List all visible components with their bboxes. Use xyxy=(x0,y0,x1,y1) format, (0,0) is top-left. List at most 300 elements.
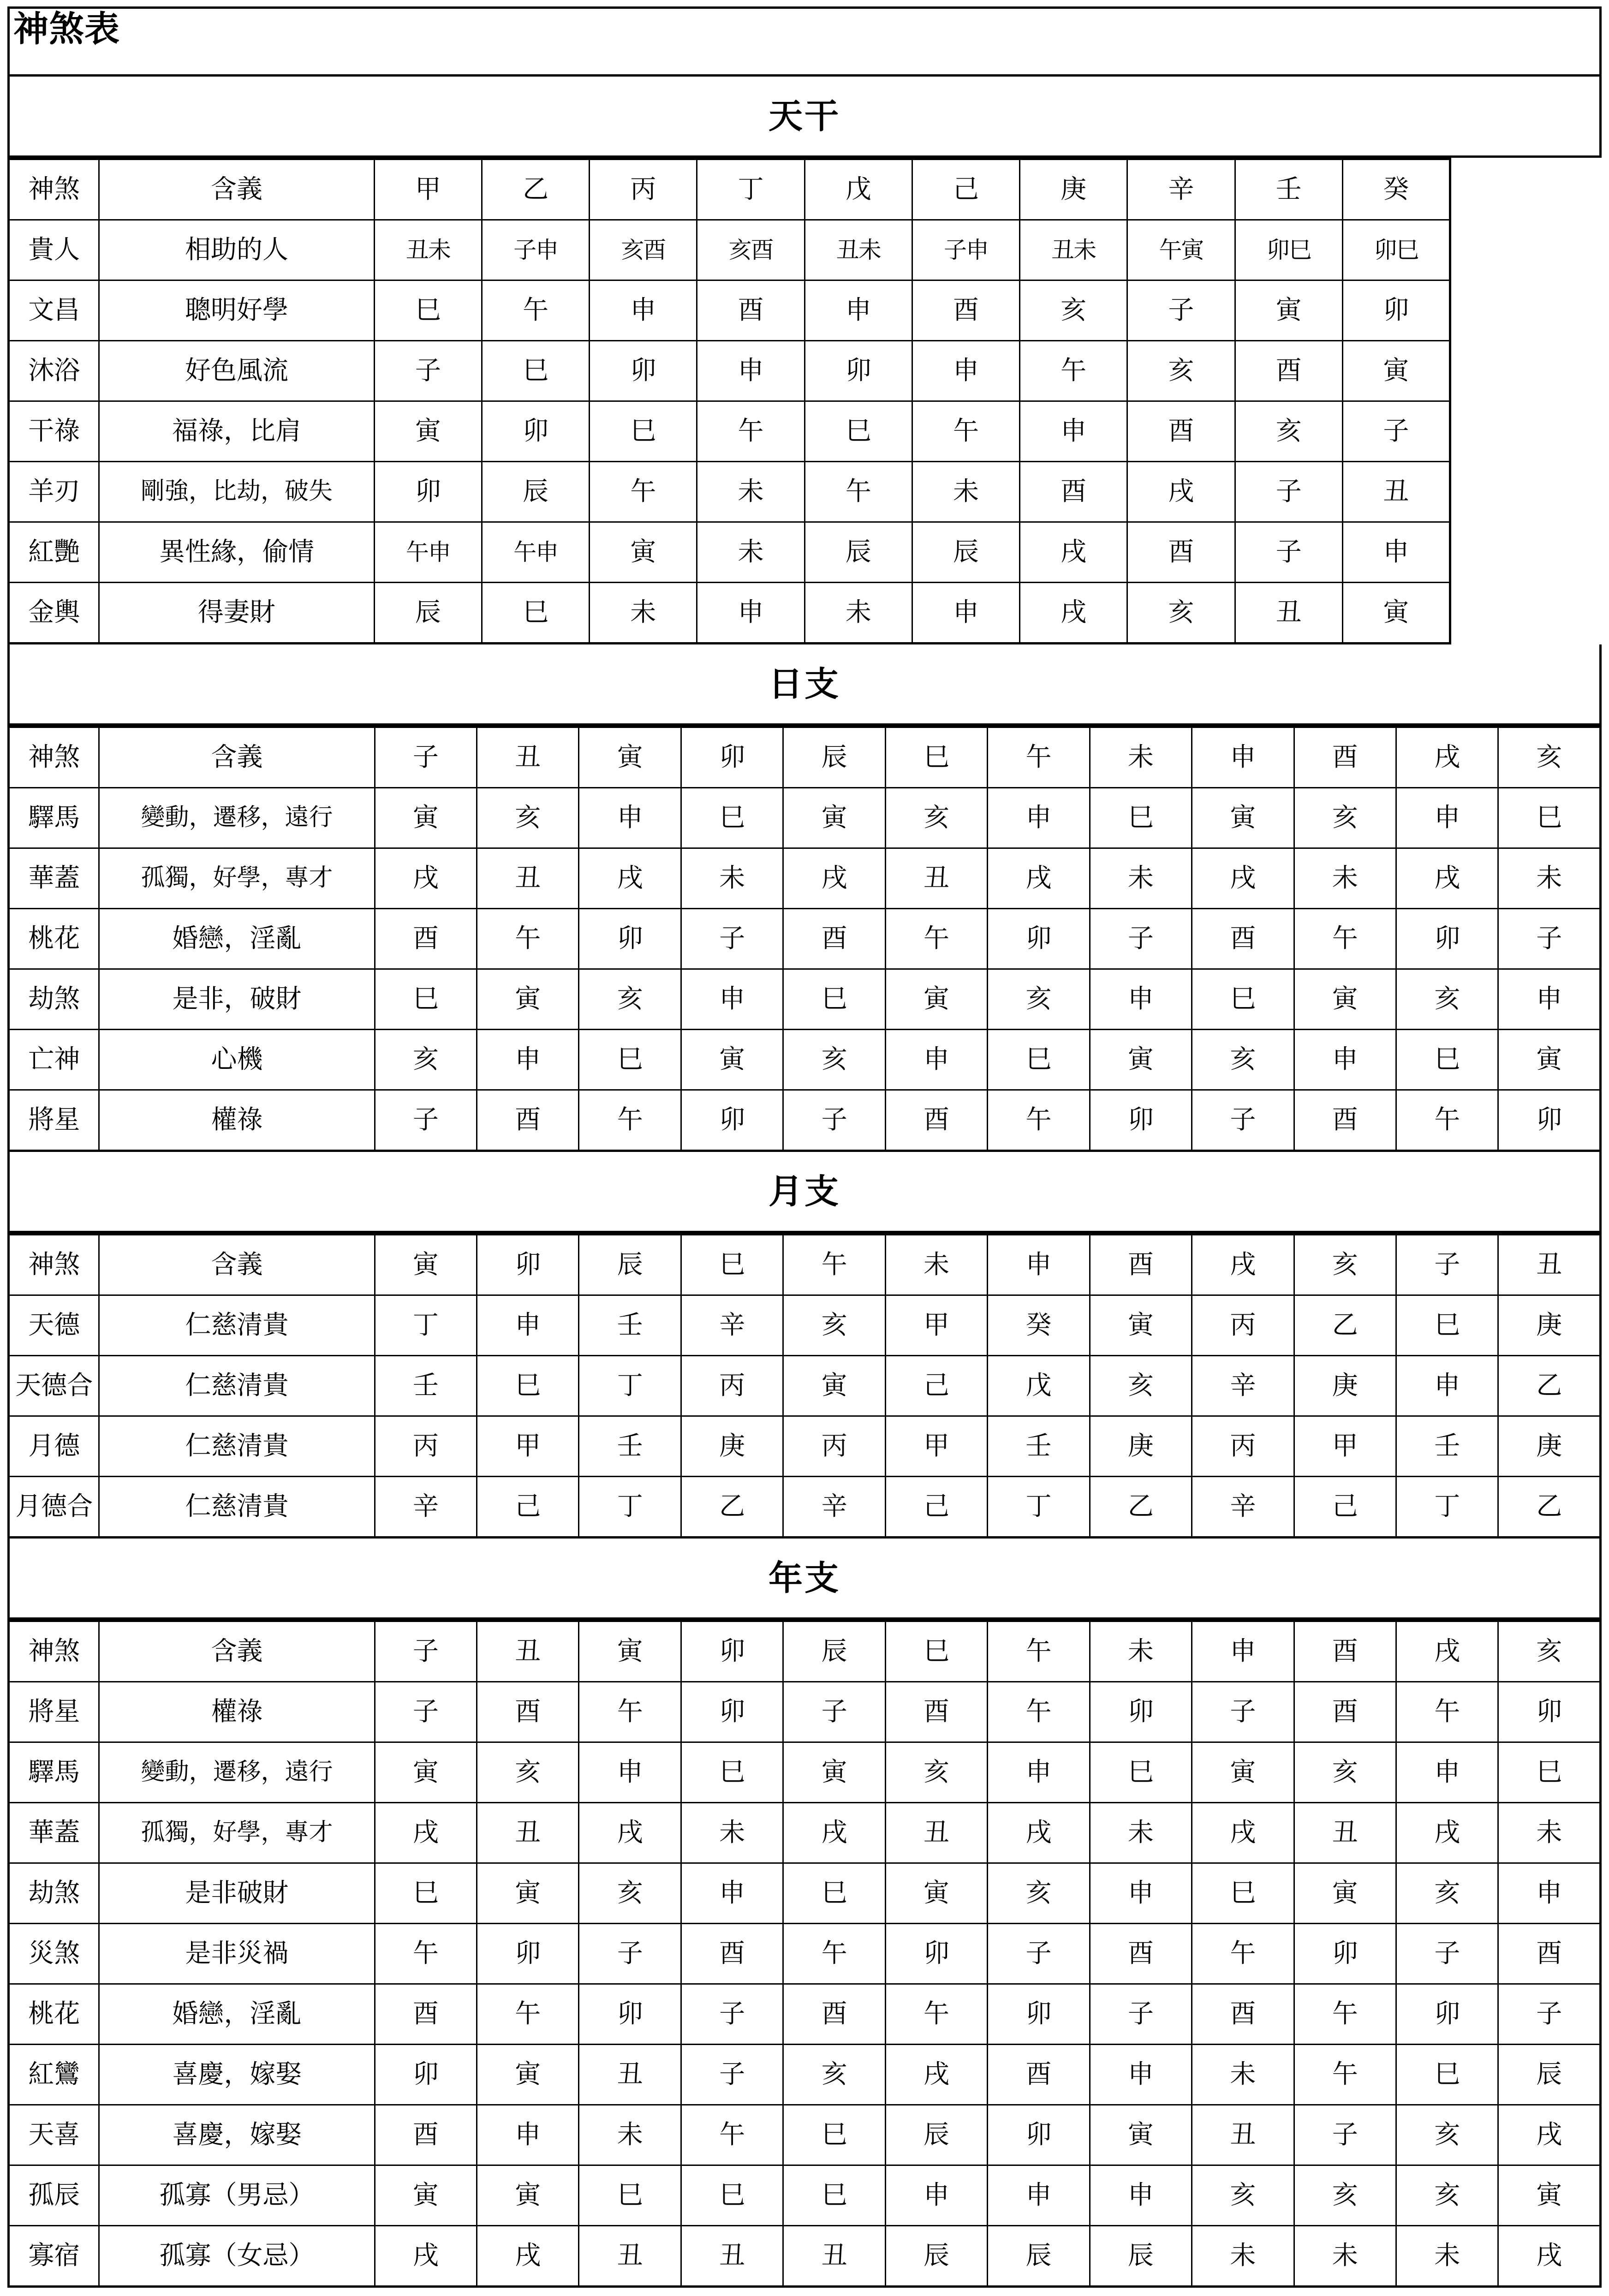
data-cell: 卯 xyxy=(885,1924,987,1984)
data-cell: 子 xyxy=(1090,1984,1192,2045)
data-cell: 丙 xyxy=(1192,1416,1294,1477)
data-cell: 酉 xyxy=(783,909,885,969)
data-cell: 酉 xyxy=(1192,909,1294,969)
data-cell: 子 xyxy=(1090,909,1192,969)
data-cell: 未 xyxy=(579,2105,681,2165)
grid-nianzhi xyxy=(7,1620,1602,2288)
data-cell: 戌 xyxy=(1127,462,1235,522)
data-cell: 亥 xyxy=(1294,1742,1396,1803)
column-header-value: 子 xyxy=(1396,1234,1498,1295)
data-cell: 寅 xyxy=(1090,2105,1192,2165)
data-cell: 巳 xyxy=(783,2165,885,2226)
column-header-value: 子 xyxy=(375,727,477,788)
data-cell: 午寅 xyxy=(1127,220,1235,280)
data-cell: 午 xyxy=(988,1682,1090,1742)
data-cell: 寅 xyxy=(1342,341,1450,401)
data-cell: 甲 xyxy=(885,1295,987,1356)
row-meaning: 是非，破財 xyxy=(99,969,375,1030)
table-header-row xyxy=(9,1621,1601,1682)
data-cell: 寅 xyxy=(1342,583,1450,644)
data-cell: 巳 xyxy=(988,1030,1090,1090)
data-cell: 巳 xyxy=(482,341,589,401)
column-header-value: 未 xyxy=(1090,1621,1192,1682)
row-label-shensha: 干祿 xyxy=(9,401,99,462)
table-row xyxy=(9,1682,1601,1742)
data-cell: 申 xyxy=(1396,1356,1498,1416)
column-header-value: 庚 xyxy=(1020,159,1127,220)
data-cell: 亥 xyxy=(1396,969,1498,1030)
data-cell: 酉 xyxy=(1294,1682,1396,1742)
row-label-shensha: 驛馬 xyxy=(9,1742,99,1803)
data-cell: 酉 xyxy=(783,1984,885,2045)
data-cell: 己 xyxy=(477,1477,579,1538)
grid-tiangan xyxy=(7,158,1451,644)
table-row xyxy=(9,220,1450,280)
data-cell: 申 xyxy=(681,1863,783,1924)
data-cell: 午 xyxy=(681,2105,783,2165)
data-cell: 子 xyxy=(1294,2105,1396,2165)
data-cell: 辰 xyxy=(885,2226,987,2287)
data-cell: 申 xyxy=(579,1742,681,1803)
data-cell: 未 xyxy=(681,848,783,909)
data-cell: 己 xyxy=(885,1356,987,1416)
data-cell: 寅 xyxy=(885,969,987,1030)
data-cell: 午 xyxy=(697,401,804,462)
data-cell: 申 xyxy=(1396,1742,1498,1803)
data-cell: 申 xyxy=(1090,2165,1192,2226)
data-cell: 戌 xyxy=(477,2226,579,2287)
data-cell: 亥 xyxy=(1192,2165,1294,2226)
data-cell: 午 xyxy=(1192,1924,1294,1984)
data-cell: 巳 xyxy=(783,1863,885,1924)
section-nianzhi xyxy=(7,1539,1602,2288)
data-cell: 酉 xyxy=(1020,462,1127,522)
data-cell: 午 xyxy=(1396,1682,1498,1742)
data-cell: 亥 xyxy=(579,1863,681,1924)
data-cell: 亥 xyxy=(1020,280,1127,341)
data-cell: 巳 xyxy=(375,969,477,1030)
data-cell: 子 xyxy=(681,2045,783,2105)
data-cell: 辛 xyxy=(681,1295,783,1356)
data-cell: 子 xyxy=(579,1924,681,1984)
column-header-value: 申 xyxy=(1192,1621,1294,1682)
table-row xyxy=(9,1803,1601,1863)
data-cell: 午 xyxy=(1294,2045,1396,2105)
data-cell: 庚 xyxy=(1090,1416,1192,1477)
data-cell: 卯 xyxy=(804,341,912,401)
data-cell: 庚 xyxy=(1294,1356,1396,1416)
table-row xyxy=(9,788,1601,848)
data-cell: 申 xyxy=(697,583,804,644)
section-title-tiangan: 天干 xyxy=(769,96,840,136)
data-cell: 巳 xyxy=(374,280,482,341)
data-cell: 卯 xyxy=(1342,280,1450,341)
data-cell: 午申 xyxy=(374,522,482,583)
data-cell: 子 xyxy=(1127,280,1235,341)
page-title: 神煞表 xyxy=(13,8,120,49)
data-cell: 丑 xyxy=(1192,2105,1294,2165)
row-meaning: 相助的人 xyxy=(99,220,375,280)
data-cell: 酉 xyxy=(1498,1924,1601,1984)
data-cell: 子 xyxy=(1396,1924,1498,1984)
table-row xyxy=(9,522,1450,583)
data-cell: 壬 xyxy=(579,1416,681,1477)
row-label-shensha: 劫煞 xyxy=(9,1863,99,1924)
data-cell: 丑未 xyxy=(374,220,482,280)
data-cell: 丑 xyxy=(579,2045,681,2105)
data-cell: 丙 xyxy=(783,1416,885,1477)
section-banner-rizhi xyxy=(7,644,1602,726)
table-row xyxy=(9,1356,1601,1416)
column-header-value: 午 xyxy=(988,727,1090,788)
table-header-row xyxy=(9,159,1450,220)
column-header-value: 己 xyxy=(912,159,1019,220)
section-banner-tiangan xyxy=(7,77,1602,158)
data-cell: 午 xyxy=(477,1984,579,2045)
column-header-value: 巳 xyxy=(681,1234,783,1295)
data-cell: 未 xyxy=(1498,1803,1601,1863)
row-label-shensha: 天德合 xyxy=(9,1356,99,1416)
data-cell: 亥酉 xyxy=(590,220,697,280)
data-cell: 酉 xyxy=(697,280,804,341)
data-cell: 卯 xyxy=(988,909,1090,969)
row-meaning: 仁慈清貴 xyxy=(99,1356,375,1416)
row-meaning: 是非災禍 xyxy=(99,1924,375,1984)
data-cell: 巳 xyxy=(1396,2045,1498,2105)
data-cell: 亥 xyxy=(1294,2165,1396,2226)
data-cell: 卯巳 xyxy=(1342,220,1450,280)
data-cell: 子 xyxy=(375,1090,477,1151)
table-row xyxy=(9,1090,1601,1151)
data-cell: 寅 xyxy=(1090,1030,1192,1090)
data-cell: 午 xyxy=(1294,1984,1396,2045)
data-cell: 巳 xyxy=(681,788,783,848)
data-cell: 丑 xyxy=(1294,1803,1396,1863)
column-header-meaning: 含義 xyxy=(99,1234,375,1295)
data-cell: 卯 xyxy=(988,2105,1090,2165)
row-label-shensha: 天德 xyxy=(9,1295,99,1356)
data-cell: 子 xyxy=(681,1984,783,2045)
data-cell: 寅 xyxy=(375,2165,477,2226)
data-cell: 戌 xyxy=(1020,522,1127,583)
data-cell: 午 xyxy=(482,280,589,341)
column-header-value: 亥 xyxy=(1498,1621,1601,1682)
column-header-value: 丑 xyxy=(1498,1234,1601,1295)
column-header-value: 卯 xyxy=(477,1234,579,1295)
data-cell: 丑 xyxy=(885,1803,987,1863)
sections-container xyxy=(0,77,1609,2288)
data-cell: 卯 xyxy=(1090,1090,1192,1151)
data-cell: 亥 xyxy=(375,1030,477,1090)
data-cell: 巳 xyxy=(477,1356,579,1416)
data-cell: 丁 xyxy=(375,1295,477,1356)
column-header-value: 丑 xyxy=(477,727,579,788)
data-cell: 子 xyxy=(1498,909,1601,969)
data-cell: 午 xyxy=(988,1090,1090,1151)
data-cell: 酉 xyxy=(681,1924,783,1984)
column-header-value: 丑 xyxy=(477,1621,579,1682)
data-cell: 寅 xyxy=(1192,788,1294,848)
data-cell: 巳 xyxy=(783,969,885,1030)
data-cell: 子 xyxy=(1192,1090,1294,1151)
data-cell: 申 xyxy=(1090,2045,1192,2105)
data-cell: 戌 xyxy=(375,848,477,909)
row-label-shensha: 災煞 xyxy=(9,1924,99,1984)
data-cell: 酉 xyxy=(375,909,477,969)
column-header-value: 乙 xyxy=(482,159,589,220)
data-cell: 癸 xyxy=(988,1295,1090,1356)
data-cell: 寅 xyxy=(590,522,697,583)
data-cell: 未 xyxy=(1192,2226,1294,2287)
data-cell: 寅 xyxy=(1090,1295,1192,1356)
data-cell: 寅 xyxy=(783,1356,885,1416)
table-row xyxy=(9,909,1601,969)
data-cell: 酉 xyxy=(477,1682,579,1742)
data-cell: 甲 xyxy=(885,1416,987,1477)
data-cell: 未 xyxy=(1396,2226,1498,2287)
data-cell: 申 xyxy=(988,2165,1090,2226)
column-header-value: 戌 xyxy=(1396,1621,1498,1682)
table-row xyxy=(9,1984,1601,2045)
data-cell: 子 xyxy=(1342,401,1450,462)
column-header-value: 酉 xyxy=(1090,1234,1192,1295)
data-cell: 巳 xyxy=(804,401,912,462)
data-cell: 亥 xyxy=(988,969,1090,1030)
data-cell: 亥 xyxy=(477,1742,579,1803)
data-cell: 寅 xyxy=(477,1863,579,1924)
data-cell: 酉 xyxy=(375,2105,477,2165)
data-cell: 亥 xyxy=(885,1742,987,1803)
data-cell: 子 xyxy=(374,341,482,401)
row-meaning: 心機 xyxy=(99,1030,375,1090)
data-cell: 酉 xyxy=(477,1090,579,1151)
data-cell: 巳 xyxy=(1396,1295,1498,1356)
column-header-value: 卯 xyxy=(681,727,783,788)
data-cell: 子 xyxy=(1192,1682,1294,1742)
data-cell: 卯 xyxy=(1498,1682,1601,1742)
data-cell: 寅 xyxy=(681,1030,783,1090)
row-label-shensha: 文昌 xyxy=(9,280,99,341)
column-header-value: 巳 xyxy=(885,1621,987,1682)
data-cell: 丑 xyxy=(1342,462,1450,522)
data-cell: 未 xyxy=(1498,848,1601,909)
data-cell: 辰 xyxy=(804,522,912,583)
data-cell: 巳 xyxy=(579,2165,681,2226)
data-cell: 辛 xyxy=(375,1477,477,1538)
data-cell: 卯 xyxy=(579,909,681,969)
row-meaning: 變動，遷移，遠行 xyxy=(99,1742,375,1803)
data-cell: 酉 xyxy=(885,1682,987,1742)
data-cell: 戌 xyxy=(988,1803,1090,1863)
table-row xyxy=(9,1863,1601,1924)
data-cell: 午 xyxy=(1020,341,1127,401)
column-header-value: 午 xyxy=(988,1621,1090,1682)
data-cell: 未 xyxy=(912,462,1019,522)
row-meaning: 異性緣，偷情 xyxy=(99,522,375,583)
data-cell: 寅 xyxy=(375,788,477,848)
table-row xyxy=(9,1030,1601,1090)
data-cell: 酉 xyxy=(912,280,1019,341)
row-meaning: 喜慶，嫁娶 xyxy=(99,2045,375,2105)
data-cell: 未 xyxy=(1294,848,1396,909)
data-cell: 午申 xyxy=(482,522,589,583)
data-cell: 辰 xyxy=(1090,2226,1192,2287)
data-cell: 己 xyxy=(885,1477,987,1538)
data-cell: 酉 xyxy=(885,1090,987,1151)
row-meaning: 權祿 xyxy=(99,1090,375,1151)
column-header-value: 丁 xyxy=(697,159,804,220)
row-meaning: 孤寡（女忌） xyxy=(99,2226,375,2287)
column-header-name: 神煞 xyxy=(9,1234,99,1295)
table-row xyxy=(9,2105,1601,2165)
data-cell: 巳 xyxy=(681,2165,783,2226)
data-cell: 未 xyxy=(697,522,804,583)
data-cell: 寅 xyxy=(375,1742,477,1803)
data-cell: 寅 xyxy=(783,1742,885,1803)
data-cell: 辰 xyxy=(885,2105,987,2165)
column-header-value: 酉 xyxy=(1294,1621,1396,1682)
data-cell: 寅 xyxy=(1192,1742,1294,1803)
table-row xyxy=(9,341,1450,401)
data-cell: 巳 xyxy=(482,583,589,644)
table-row xyxy=(9,969,1601,1030)
row-meaning: 權祿 xyxy=(99,1682,375,1742)
data-cell: 丁 xyxy=(988,1477,1090,1538)
data-cell: 酉 xyxy=(1127,522,1235,583)
data-cell: 申 xyxy=(590,280,697,341)
data-cell: 卯 xyxy=(1090,1682,1192,1742)
data-cell: 午 xyxy=(885,909,987,969)
row-label-shensha: 將星 xyxy=(9,1682,99,1742)
data-cell: 午 xyxy=(783,1924,885,1984)
section-title-rizhi: 日支 xyxy=(769,664,840,704)
data-cell: 午 xyxy=(579,1682,681,1742)
data-cell: 丑未 xyxy=(1020,220,1127,280)
data-cell: 午 xyxy=(1294,909,1396,969)
data-cell: 卯 xyxy=(482,401,589,462)
row-meaning: 婚戀，淫亂 xyxy=(99,909,375,969)
data-cell: 申 xyxy=(1342,522,1450,583)
column-header-value: 戌 xyxy=(1192,1234,1294,1295)
data-cell: 子 xyxy=(783,1090,885,1151)
column-header-value: 辛 xyxy=(1127,159,1235,220)
data-cell: 申 xyxy=(697,341,804,401)
column-header-value: 午 xyxy=(783,1234,885,1295)
data-cell: 寅 xyxy=(477,2165,579,2226)
data-cell: 寅 xyxy=(1235,280,1342,341)
shensha-table-page xyxy=(0,6,1609,2296)
row-label-shensha: 天喜 xyxy=(9,2105,99,2165)
data-cell: 庚 xyxy=(1498,1416,1601,1477)
grid-yuezhi xyxy=(7,1233,1602,1539)
data-cell: 午 xyxy=(477,909,579,969)
data-cell: 甲 xyxy=(477,1416,579,1477)
data-cell: 酉 xyxy=(1127,401,1235,462)
data-cell: 寅 xyxy=(477,2045,579,2105)
data-cell: 未 xyxy=(1090,1803,1192,1863)
bottom-spacer xyxy=(0,2288,1609,2296)
table-header-row xyxy=(9,1234,1601,1295)
column-header-value: 癸 xyxy=(1342,159,1450,220)
column-header-value: 酉 xyxy=(1294,727,1396,788)
data-cell: 巳 xyxy=(681,1742,783,1803)
table-row xyxy=(9,2226,1601,2287)
section-title-nianzhi: 年支 xyxy=(769,1558,840,1598)
row-label-shensha: 沐浴 xyxy=(9,341,99,401)
column-header-meaning: 含義 xyxy=(99,1621,375,1682)
data-cell: 亥 xyxy=(1127,341,1235,401)
data-cell: 壬 xyxy=(1396,1416,1498,1477)
column-header-value: 戊 xyxy=(804,159,912,220)
column-header-value: 子 xyxy=(375,1621,477,1682)
data-cell: 辰 xyxy=(988,2226,1090,2287)
data-cell: 酉 xyxy=(375,1984,477,2045)
data-cell: 申 xyxy=(885,2165,987,2226)
data-cell: 亥 xyxy=(579,969,681,1030)
data-cell: 戌 xyxy=(1498,2105,1601,2165)
row-label-shensha: 桃花 xyxy=(9,909,99,969)
data-cell: 卯 xyxy=(1498,1090,1601,1151)
data-cell: 巳 xyxy=(1090,1742,1192,1803)
data-cell: 卯巳 xyxy=(1235,220,1342,280)
data-cell: 卯 xyxy=(590,341,697,401)
table-row xyxy=(9,1416,1601,1477)
data-cell: 亥 xyxy=(1294,788,1396,848)
data-cell: 辰 xyxy=(374,583,482,644)
row-meaning: 仁慈清貴 xyxy=(99,1416,375,1477)
data-cell: 寅 xyxy=(783,788,885,848)
data-cell: 午 xyxy=(912,401,1019,462)
data-cell: 申 xyxy=(1090,969,1192,1030)
column-header-name: 神煞 xyxy=(9,1621,99,1682)
data-cell: 辛 xyxy=(1192,1356,1294,1416)
data-cell: 戌 xyxy=(579,1803,681,1863)
data-cell: 巳 xyxy=(375,1863,477,1924)
data-cell: 戌 xyxy=(375,2226,477,2287)
data-cell: 戌 xyxy=(1192,848,1294,909)
table-header-row xyxy=(9,727,1601,788)
data-cell: 未 xyxy=(1090,848,1192,909)
row-label-shensha: 月德合 xyxy=(9,1477,99,1538)
data-cell: 午 xyxy=(885,1984,987,2045)
data-cell: 丑 xyxy=(579,2226,681,2287)
data-cell: 丙 xyxy=(1192,1295,1294,1356)
data-cell: 申 xyxy=(1498,969,1601,1030)
data-cell: 戌 xyxy=(1498,2226,1601,2287)
data-cell: 申 xyxy=(988,788,1090,848)
row-label-shensha: 羊刃 xyxy=(9,462,99,522)
data-cell: 亥 xyxy=(1235,401,1342,462)
data-cell: 子 xyxy=(1498,1984,1601,2045)
data-cell: 卯 xyxy=(477,1924,579,1984)
row-label-shensha: 桃花 xyxy=(9,1984,99,2045)
data-cell: 卯 xyxy=(579,1984,681,2045)
data-cell: 巳 xyxy=(590,401,697,462)
column-header-value: 亥 xyxy=(1294,1234,1396,1295)
column-header-value: 戌 xyxy=(1396,727,1498,788)
data-cell: 壬 xyxy=(988,1416,1090,1477)
row-label-shensha: 紅鸞 xyxy=(9,2045,99,2105)
data-cell: 巳 xyxy=(1498,788,1601,848)
data-cell: 子 xyxy=(988,1924,1090,1984)
data-cell: 酉 xyxy=(1192,1984,1294,2045)
data-cell: 酉 xyxy=(988,2045,1090,2105)
row-label-shensha: 月德 xyxy=(9,1416,99,1477)
row-meaning: 孤獨，好學，專才 xyxy=(99,848,375,909)
data-cell: 巳 xyxy=(783,2105,885,2165)
row-meaning: 仁慈清貴 xyxy=(99,1295,375,1356)
row-label-shensha: 金輿 xyxy=(9,583,99,644)
